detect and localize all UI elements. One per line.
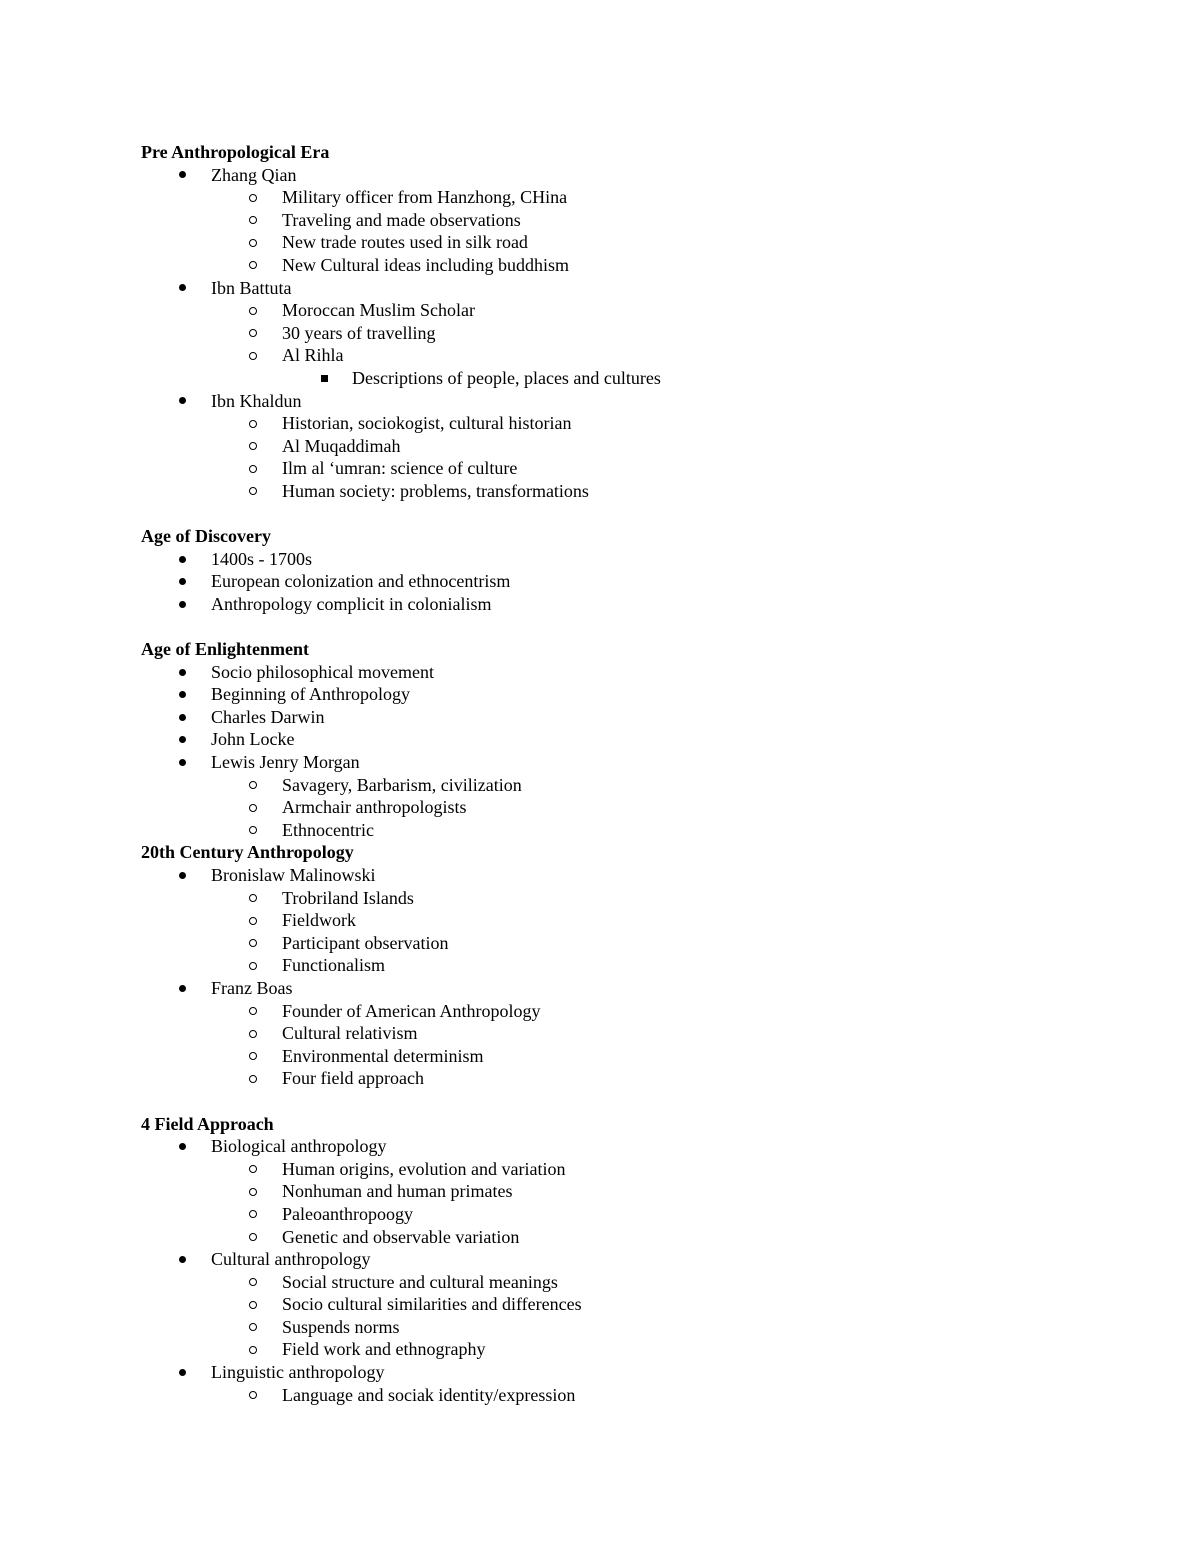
list-item-text: Ibn Khaldun (211, 390, 302, 411)
blank-line (141, 503, 1101, 526)
list-item (141, 683, 1101, 706)
bullet-circle-icon (246, 344, 260, 367)
list-item-text: Social structure and cultural meanings (282, 1271, 558, 1292)
list-item-text: Al Muqaddimah (282, 435, 401, 456)
bullet-dot-icon (175, 277, 189, 300)
bullet-dot-icon (175, 751, 189, 774)
list-item (141, 254, 1101, 277)
list-item-text: Biological anthropology (211, 1136, 387, 1157)
blank-line (141, 615, 1101, 638)
list-item-text: Field work and ethnography (282, 1339, 486, 1360)
bullet-dot-icon (175, 548, 189, 571)
list-item-text: Trobriland Islands (282, 887, 414, 908)
bullet-circle-icon (246, 1203, 260, 1226)
list-item (141, 457, 1101, 480)
list-item (141, 412, 1101, 435)
list-item (141, 1000, 1101, 1023)
list-item (141, 1338, 1101, 1361)
list-item (141, 1293, 1101, 1316)
list-item (141, 390, 1101, 413)
list-item-text: Cultural relativism (282, 1023, 418, 1044)
bullet-circle-icon (246, 480, 260, 503)
list-item (141, 1022, 1101, 1045)
bullet-circle-icon (246, 299, 260, 322)
list-item (141, 299, 1101, 322)
bullet-circle-icon (246, 209, 260, 232)
list-item (141, 728, 1101, 751)
bullet-dot-icon (175, 1135, 189, 1158)
bullet-circle-icon (246, 412, 260, 435)
list-item-text: Beginning of Anthropology (211, 684, 410, 705)
list-item-text: Historian, sociokogist, cultural historian (282, 413, 572, 434)
list-item (141, 1067, 1101, 1090)
list-item-text: Human society: problems, transformations (282, 480, 589, 501)
bullet-circle-icon (246, 1293, 260, 1316)
bullet-dot-icon (175, 706, 189, 729)
list-item-text: New trade routes used in silk road (282, 232, 528, 253)
list-item-text: Moroccan Muslim Scholar (282, 300, 475, 321)
list-item-text: Al Rihla (282, 345, 344, 366)
list-item-text: Armchair anthropologists (282, 797, 467, 818)
list-item (141, 909, 1101, 932)
list-item (141, 1158, 1101, 1181)
bullet-circle-icon (246, 1338, 260, 1361)
bullet-circle-icon (246, 932, 260, 955)
bullet-circle-icon (246, 909, 260, 932)
list-item (141, 344, 1101, 367)
list-item (141, 864, 1101, 887)
list-item-text: Environmental determinism (282, 1045, 484, 1066)
list-item (141, 954, 1101, 977)
list-item (141, 706, 1101, 729)
list-item (141, 1271, 1101, 1294)
list-item-text: Paleoanthropoogy (282, 1203, 413, 1224)
list-item-text: Fieldwork (282, 910, 356, 931)
bullet-dot-icon (175, 164, 189, 187)
bullet-dot-icon (175, 390, 189, 413)
list-item (141, 186, 1101, 209)
list-item-text: Genetic and observable variation (282, 1226, 520, 1247)
bullet-circle-icon (246, 457, 260, 480)
bullet-circle-icon (246, 254, 260, 277)
list-item (141, 1316, 1101, 1339)
list-item (141, 1248, 1101, 1271)
list-item (141, 593, 1101, 616)
list-item-text: Traveling and made observations (282, 209, 521, 230)
list-item-text: Suspends norms (282, 1316, 400, 1337)
bullet-circle-icon (246, 435, 260, 458)
list-item (141, 774, 1101, 797)
bullet-dot-icon (175, 1248, 189, 1271)
list-item (141, 1226, 1101, 1249)
bullet-circle-icon (246, 1271, 260, 1294)
list-item-text: Military officer from Hanzhong, CHina (282, 187, 568, 208)
list-item (141, 1135, 1101, 1158)
bullet-circle-icon (246, 1226, 260, 1249)
list-item-text: Socio philosophical movement (211, 661, 434, 682)
list-item (141, 796, 1101, 819)
section-heading: 20th Century Anthropology (141, 842, 354, 863)
list-item-text: Functionalism (282, 955, 385, 976)
bullet-dot-icon (175, 728, 189, 751)
list-item-text: New Cultural ideas including buddhism (282, 254, 569, 275)
list-item (141, 367, 1101, 390)
list-item (141, 480, 1101, 503)
list-item (141, 435, 1101, 458)
bullet-circle-icon (246, 1180, 260, 1203)
list-item (141, 277, 1101, 300)
list-item-text: Nonhuman and human primates (282, 1181, 513, 1202)
bullet-square-icon (317, 367, 331, 390)
bullet-dot-icon (175, 593, 189, 616)
bullet-dot-icon (175, 570, 189, 593)
list-item-text: Charles Darwin (211, 706, 325, 727)
list-item (141, 1045, 1101, 1068)
list-item (141, 548, 1101, 571)
list-item-text: Founder of American Anthropology (282, 1000, 541, 1021)
document-page (141, 141, 1101, 1406)
section-heading: 4 Field Approach (141, 1113, 274, 1134)
bullet-circle-icon (246, 1000, 260, 1023)
bullet-dot-icon (175, 683, 189, 706)
bullet-circle-icon (246, 1158, 260, 1181)
bullet-circle-icon (246, 819, 260, 842)
list-item (141, 570, 1101, 593)
bullet-circle-icon (246, 954, 260, 977)
list-item-text: Language and sociak identity/expression (282, 1384, 576, 1405)
list-item-text: Lewis Jenry Morgan (211, 752, 360, 773)
bullet-circle-icon (246, 1316, 260, 1339)
list-item (141, 1180, 1101, 1203)
list-item (141, 819, 1101, 842)
list-item-text: Franz Boas (211, 977, 293, 998)
list-item (141, 1361, 1101, 1384)
list-item (141, 932, 1101, 955)
bullet-dot-icon (175, 977, 189, 1000)
list-item-text: Participant observation (282, 932, 449, 953)
bullet-circle-icon (246, 1384, 260, 1407)
bullet-circle-icon (246, 1067, 260, 1090)
list-item-text: Human origins, evolution and variation (282, 1158, 566, 1179)
list-item-text: Ilm al ‘umran: science of culture (282, 458, 518, 479)
list-item (141, 661, 1101, 684)
list-item-text: Descriptions of people, places and cultures (352, 367, 661, 388)
list-item (141, 977, 1101, 1000)
list-item-text: Ethnocentric (282, 819, 374, 840)
list-item (141, 1203, 1101, 1226)
bullet-dot-icon (175, 864, 189, 887)
list-item-text: Ibn Battuta (211, 277, 292, 298)
list-item-text: Savagery, Barbarism, civilization (282, 774, 522, 795)
list-item-text: Linguistic anthropology (211, 1362, 385, 1383)
list-item-text: European colonization and ethnocentrism (211, 571, 511, 592)
list-item-text: Anthropology complicit in colonialism (211, 593, 492, 614)
list-item-text: 1400s - 1700s (211, 548, 313, 569)
section-heading: Age of Enlightenment (141, 639, 309, 660)
bullet-circle-icon (246, 231, 260, 254)
list-item (141, 209, 1101, 232)
bullet-circle-icon (246, 796, 260, 819)
list-item (141, 164, 1101, 187)
bullet-circle-icon (246, 186, 260, 209)
list-item (141, 887, 1101, 910)
bullet-dot-icon (175, 661, 189, 684)
bullet-circle-icon (246, 322, 260, 345)
bullet-circle-icon (246, 774, 260, 797)
bullet-circle-icon (246, 1045, 260, 1068)
blank-line (141, 1090, 1101, 1113)
bullet-circle-icon (246, 1022, 260, 1045)
bullet-circle-icon (246, 887, 260, 910)
list-item (141, 322, 1101, 345)
list-item (141, 751, 1101, 774)
list-item-text: Bronislaw Malinowski (211, 865, 376, 885)
list-item-text: Cultural anthropology (211, 1249, 371, 1270)
bullet-dot-icon (175, 1361, 189, 1384)
list-item (141, 1384, 1101, 1407)
list-item-text: 30 years of travelling (282, 322, 436, 343)
section-heading: Age of Discovery (141, 526, 271, 547)
list-item-text: Four field approach (282, 1068, 424, 1089)
list-item-text: John Locke (211, 729, 295, 750)
list-item-text: Socio cultural similarities and differences (282, 1294, 582, 1315)
list-item-text: Zhang Qian (211, 164, 297, 185)
section-heading: Pre Anthropological Era (141, 142, 330, 162)
list-item (141, 231, 1101, 254)
